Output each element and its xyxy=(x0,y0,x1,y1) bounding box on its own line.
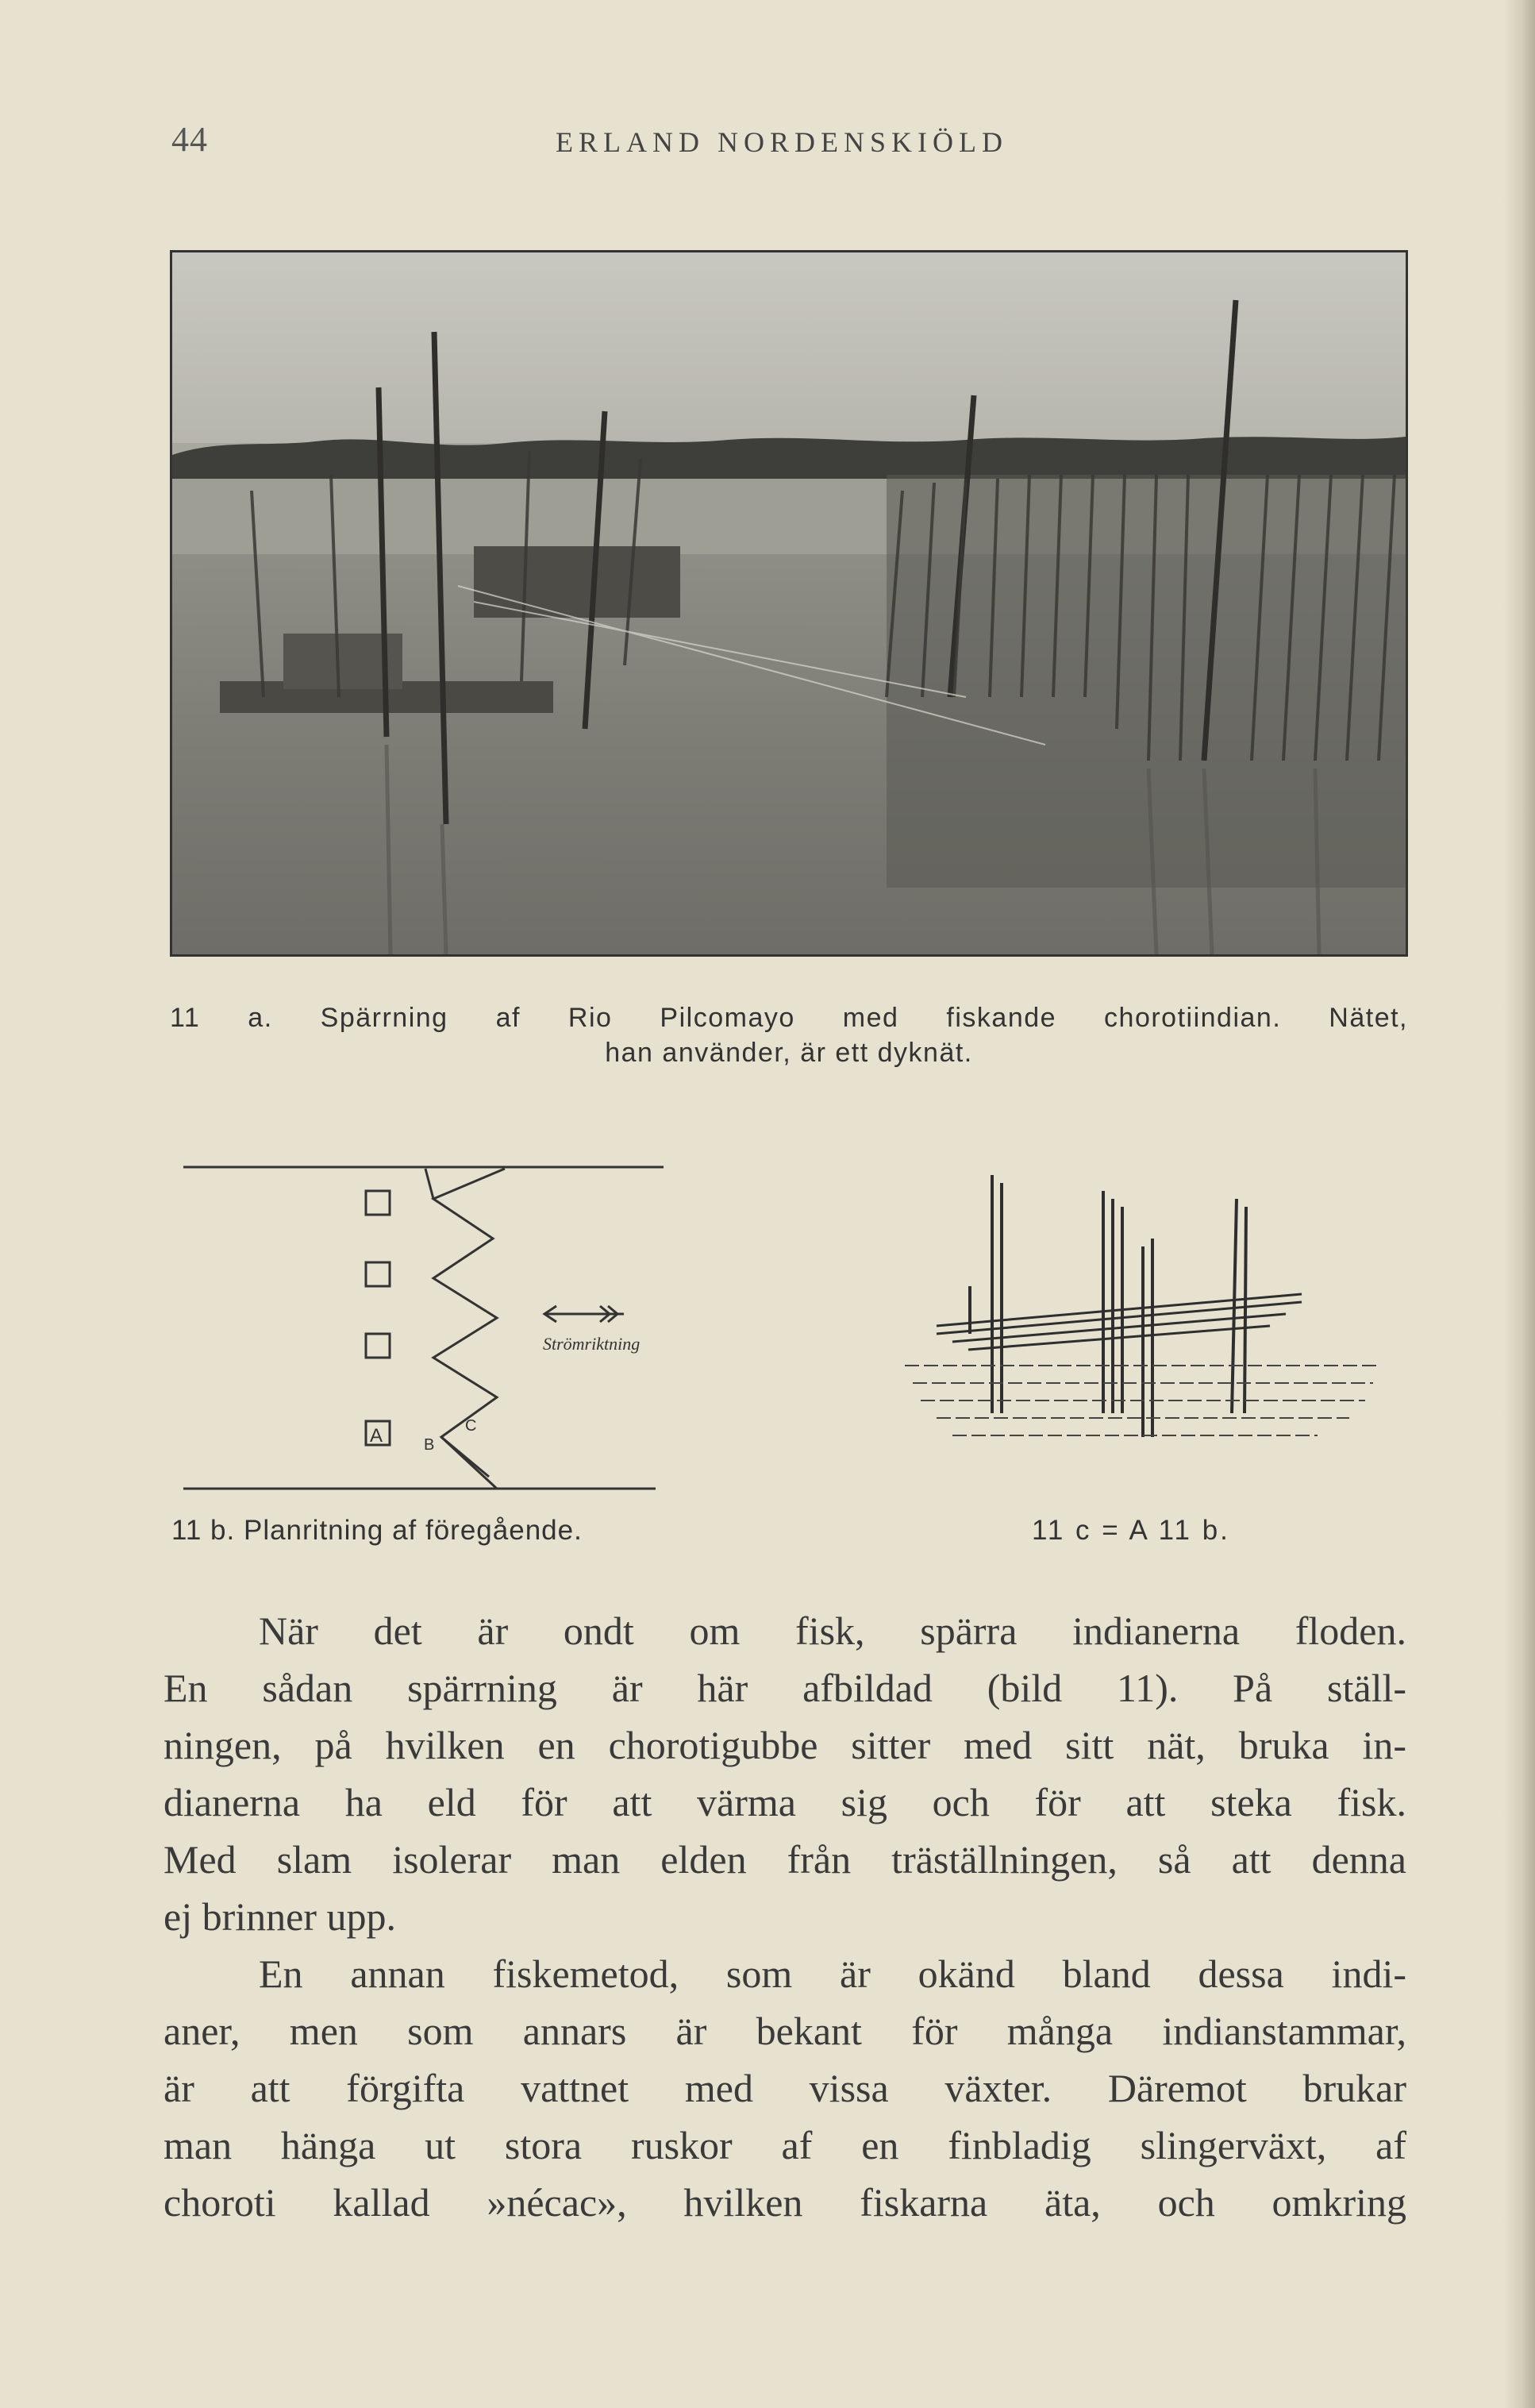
platform-square-2 xyxy=(366,1262,390,1286)
body-line: är att förgifta vattnet med vissa växter. Däremot brukar xyxy=(164,2066,1406,2110)
label-c: C xyxy=(465,1417,477,1435)
figure-11b-plan-drawing xyxy=(179,1151,671,1501)
body-line: När det är ondt om fisk, spärra indianerna floden. xyxy=(259,1609,1406,1653)
body-line: dianerna ha eld för att värma sig och för att steka fisk. xyxy=(164,1780,1406,1824)
body-line: choroti kallad »nécac», hvilken fiskarna äta, och omkring xyxy=(164,2180,1406,2225)
photograph-river-weir xyxy=(170,250,1408,957)
flow-direction-label: Strömriktning xyxy=(543,1334,641,1354)
body-line: En sådan spärrning är här afbildad (bild 11). På ställ- xyxy=(164,1666,1406,1710)
body-line: man hänga ut stora ruskor af en finbladig slingerväxt, af xyxy=(164,2123,1406,2167)
page-number: 44 xyxy=(171,120,208,159)
label-a: A xyxy=(370,1425,383,1447)
figure-11c-caption: 11 c = A 11 b. xyxy=(1032,1515,1230,1546)
photo-illustration xyxy=(172,252,1406,954)
page-edge-shadow xyxy=(1503,0,1535,2408)
body-line: aner, men som annars är bekant för många indianstammar, xyxy=(164,2009,1406,2053)
figure-11a-caption xyxy=(170,1000,1408,1070)
figure-11c-elevation-drawing xyxy=(905,1175,1397,1501)
body-text xyxy=(164,1602,1406,2231)
running-head: ERLAND NORDENSKIÖLD xyxy=(556,126,1008,158)
body-line: En annan fiskemetod, som är okänd bland dessa indi- xyxy=(259,1951,1406,1996)
figure-11a-caption-line2: han använder, är ett dyknät. xyxy=(605,1038,973,1068)
platform-square-1 xyxy=(366,1191,390,1215)
body-line: ej brinner upp. xyxy=(164,1894,396,1939)
body-line: ningen, på hvilken en chorotigubbe sitter med sitt nät, bruka in- xyxy=(164,1723,1406,1767)
figure-11a-caption-line1: 11 a. Spärrning af Rio Pilcomayo med fiskande chorotiindian. Nätet, xyxy=(170,1003,1408,1033)
platform-square-3 xyxy=(366,1334,390,1358)
body-line: Med slam isolerar man elden från träställningen, så att denna xyxy=(164,1837,1406,1882)
figure-11b-caption: 11 b. Planritning af föregående. xyxy=(171,1515,583,1546)
label-b: B xyxy=(424,1436,435,1454)
